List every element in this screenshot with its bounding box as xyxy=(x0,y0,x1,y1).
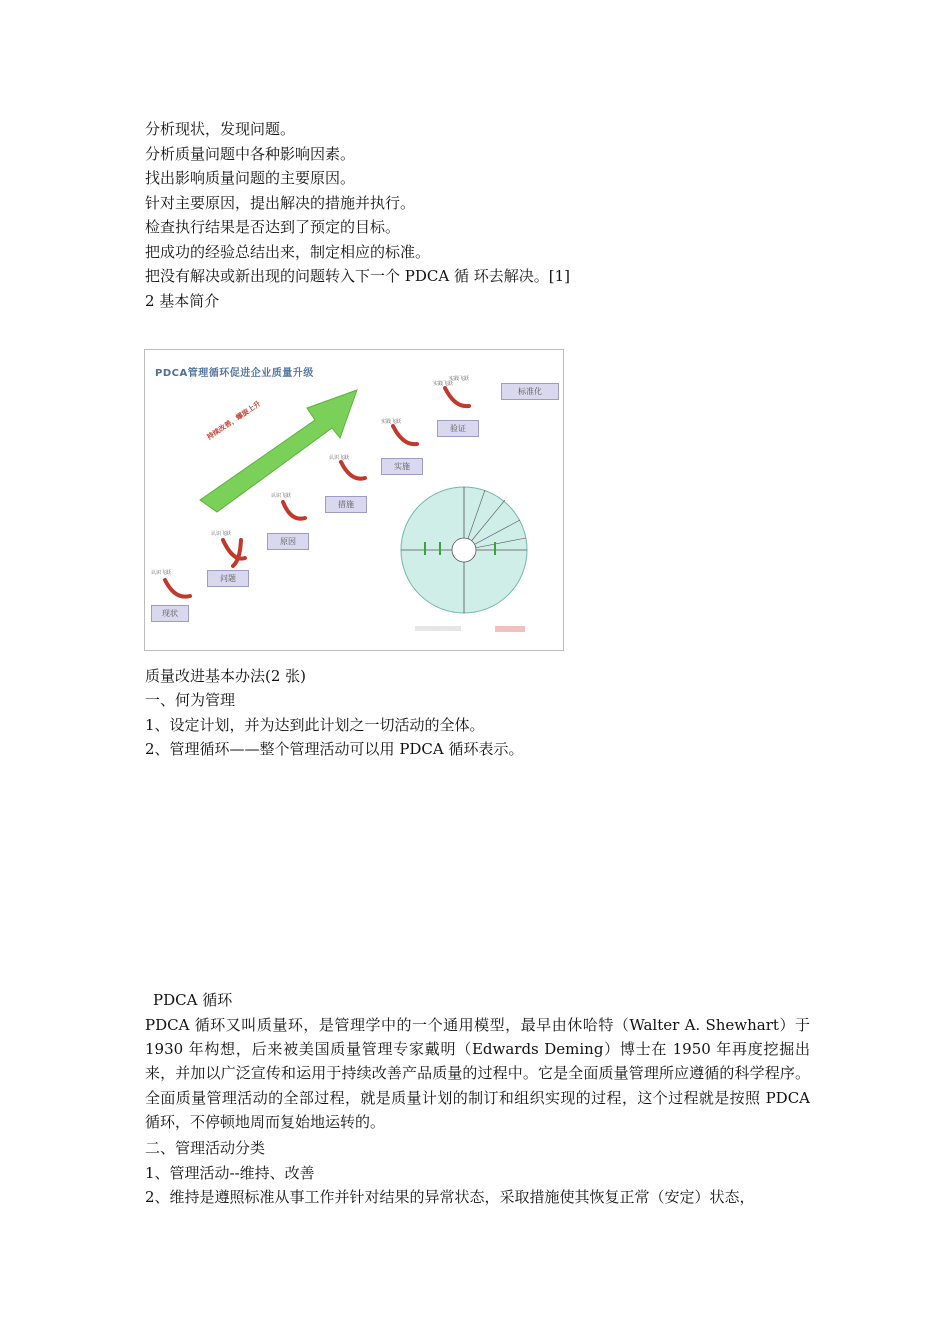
pdca-figure xyxy=(144,349,564,651)
arrow-caption: 持续改善，螺旋上升 xyxy=(205,399,263,442)
figure-caption: 质量改进基本办法(2 张) xyxy=(145,667,307,685)
text-line: 把没有解决或新出现的问题转入下一个 PDCA 循 环去解决。[1] xyxy=(145,267,570,285)
step-label: 现状 xyxy=(151,605,189,622)
pdca-paragraph: PDCA 循环又叫质量环，是管理学中的一个通用模型，最早由休哈特（Walter A. Shewhart）于 1930 年构想，后来被美国质量管理专家戴明（Edwards Deming）博士在 1950 年再度挖掘出来，并加以广泛宣传和运用于持续改善产品质量的过程中。它是全面质量管理所应遵循的科学程序。全面质量管理活动的全部过程，就是质量计划的制订和组织实现的过程，这个过程就是按照 PDCA 循环，不停顿地周而复始地运转的。 xyxy=(145,1016,810,1131)
section-heading: 2 基本简介 xyxy=(145,292,220,310)
pdca-heading: PDCA 循环 xyxy=(153,991,233,1009)
text-line: 二、管理活动分类 xyxy=(145,1139,266,1157)
figure-title: PDCA管理循环促进企业质量升级 xyxy=(155,368,314,379)
text-line: 2、管理循环——整个管理活动可以用 PDCA 循环表示。 xyxy=(145,740,524,758)
text-line: 分析现状，发现问题。 xyxy=(145,120,296,138)
step-label: 标准化 xyxy=(501,383,559,400)
step-caption: 认识飞跃 xyxy=(211,531,232,537)
step-label: 原因 xyxy=(267,533,309,550)
step-caption: 实践飞跃 xyxy=(449,376,470,382)
text-line: 分析质量问题中各种影响因素。 xyxy=(145,145,356,163)
text-line: 检查执行结果是否达到了预定的目标。 xyxy=(145,218,401,236)
text-line: 1、管理活动--维持、改善 xyxy=(145,1164,315,1182)
step-caption: 实践飞跃 xyxy=(433,381,454,387)
step-label: 实施 xyxy=(381,458,423,475)
text-line: 针对主要原因，提出解决的措施并执行。 xyxy=(145,194,416,212)
step-caption: 实践飞跃 xyxy=(381,419,402,425)
text-line: 一、何为管理 xyxy=(145,691,236,709)
pdca-circle xyxy=(401,487,527,613)
step-label: 验证 xyxy=(437,420,479,437)
text-line: 把成功的经验总结出来，制定相应的标准。 xyxy=(145,243,431,261)
step-caption: 认识飞跃 xyxy=(151,570,172,576)
step-label: 措施 xyxy=(325,496,367,513)
text-line: 2、维持是遵照标准从事工作并针对结果的异常状态，采取措施使其恢复正常（安定）状态， xyxy=(145,1188,755,1206)
step-caption: 认识飞跃 xyxy=(271,493,292,499)
text-line: 找出影响质量问题的主要原因。 xyxy=(145,169,356,187)
step-caption: 认识飞跃 xyxy=(329,455,350,461)
step-label: 问题 xyxy=(207,570,249,587)
text-line: 1、设定计划，并为达到此计划之一切活动的全体。 xyxy=(145,716,485,734)
